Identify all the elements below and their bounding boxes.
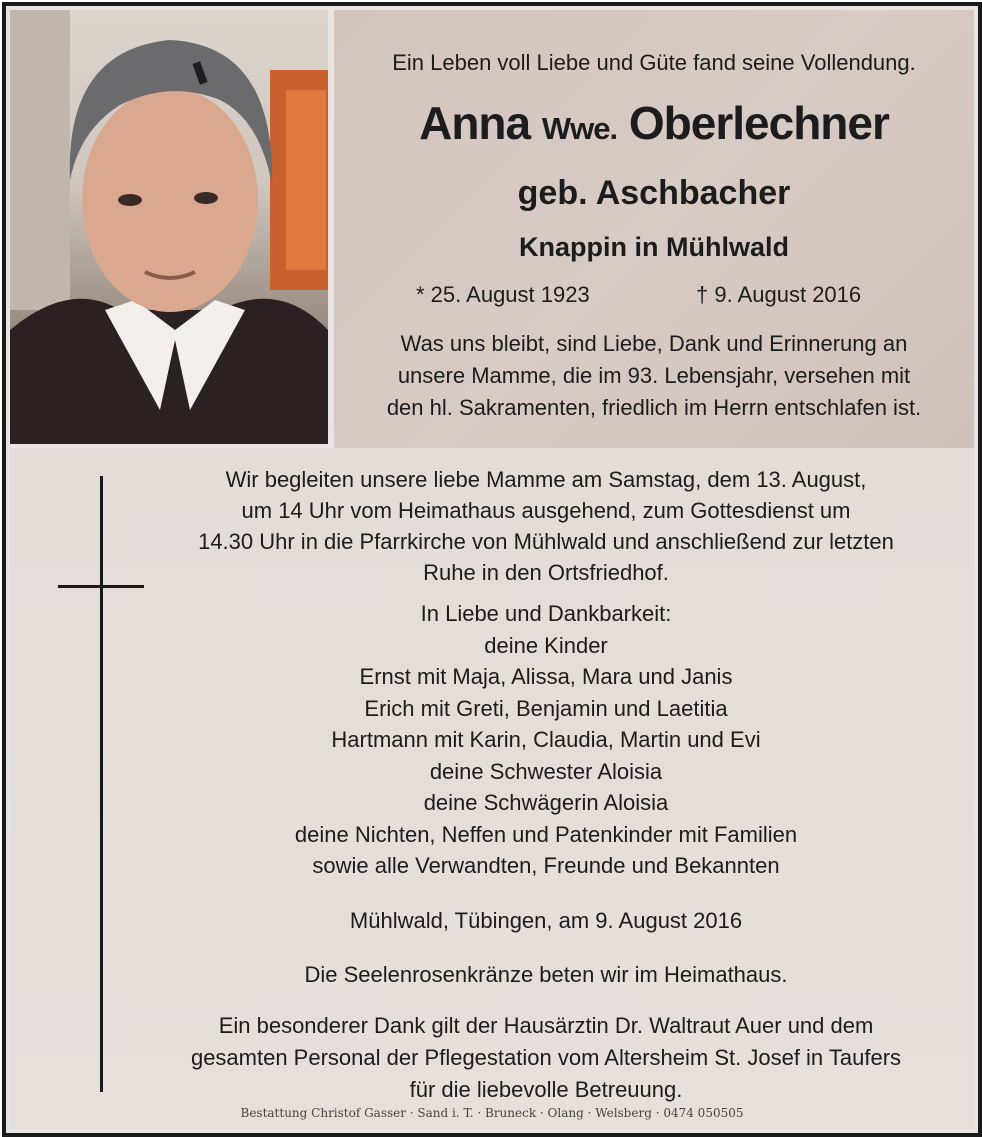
cross-icon-bar [58, 585, 144, 588]
rosary-note: Die Seelenrosenkränze beten wir im Heimathaus. [304, 962, 788, 987]
family-list [176, 598, 916, 882]
body-panel [10, 448, 974, 1129]
remembrance-line: den hl. Sakramenten, friedlich im Herrn entschlafen ist. [386, 395, 922, 420]
thanks-line: gesamten Personal der Pflegestation vom Altersheim St. Josef in Taufers [190, 1045, 902, 1070]
family-line: Hartmann mit Karin, Claudia, Martin und Evi [331, 727, 761, 752]
thanks-line: Ein besonderer Dank gilt der Hausärztin Dr. Waltraut Auer und dem [218, 1013, 874, 1038]
funeral-notice [176, 464, 916, 588]
family-line: sowie alle Verwandten, Freunde und Bekannten [312, 853, 780, 878]
family-line: Ernst mit Maja, Alissa, Mara und Janis [359, 664, 733, 689]
thanks-note [176, 1010, 916, 1106]
portrait-illustration [10, 10, 328, 444]
surname: Oberlechner [628, 97, 889, 149]
birth-date: * 25. August 1923 [416, 282, 590, 307]
funeral-line: um 14 Uhr vom Heimathaus ausgehend, zum Gottesdienst um [241, 498, 851, 523]
funeral-line: Ruhe in den Ortsfriedhof. [423, 560, 669, 585]
tagline: Ein Leben voll Liebe und Güte fand seine Vollendung. [392, 50, 916, 75]
funeral-home-footer: Bestattung Christof Gasser · Sand i. T. · Bruneck · Olang · Welsberg · 0474 050505 [240, 1106, 744, 1120]
cross-icon [100, 476, 103, 1092]
widow-title: Wwe. [541, 111, 618, 146]
remembrance-line: Was uns bleibt, sind Liebe, Dank und Erinnerung an [400, 331, 908, 356]
deceased-name [334, 96, 974, 150]
portrait-photo [10, 10, 328, 444]
death-date: † 9. August 2016 [696, 282, 862, 307]
family-line: deine Schwester Aloisia [429, 758, 663, 784]
family-line: deine Nichten, Neffen und Patenkinder mit Familien [294, 821, 798, 847]
thanks-line: für die liebevolle Betreuung. [409, 1077, 683, 1102]
family-line: In Liebe und Dankbarkeit: [420, 601, 672, 626]
obituary-card [2, 2, 982, 1137]
family-line: Erich mit Greti, Benjamin und Laetitia [364, 695, 728, 721]
maiden-name: geb. Aschbacher [517, 174, 791, 212]
funeral-line: 14.30 Uhr in die Pfarrkirche von Mühlwald und anschließend zur letzten [198, 529, 894, 554]
occupation: Knappin in Mühlwald [519, 232, 789, 262]
family-line: deine Kinder [484, 632, 608, 658]
remembrance-line: unsere Mamme, die im 93. Lebensjahr, versehen mit [397, 363, 911, 388]
remembrance-text [334, 328, 974, 424]
header-panel [334, 10, 974, 448]
place-date: Mühlwald, Tübingen, am 9. August 2016 [349, 908, 743, 933]
funeral-line: Wir begleiten unsere liebe Mamme am Samstag, dem 13. August, [225, 467, 867, 492]
first-name: Anna [419, 97, 531, 149]
family-line: deine Schwägerin Aloisia [423, 790, 669, 815]
